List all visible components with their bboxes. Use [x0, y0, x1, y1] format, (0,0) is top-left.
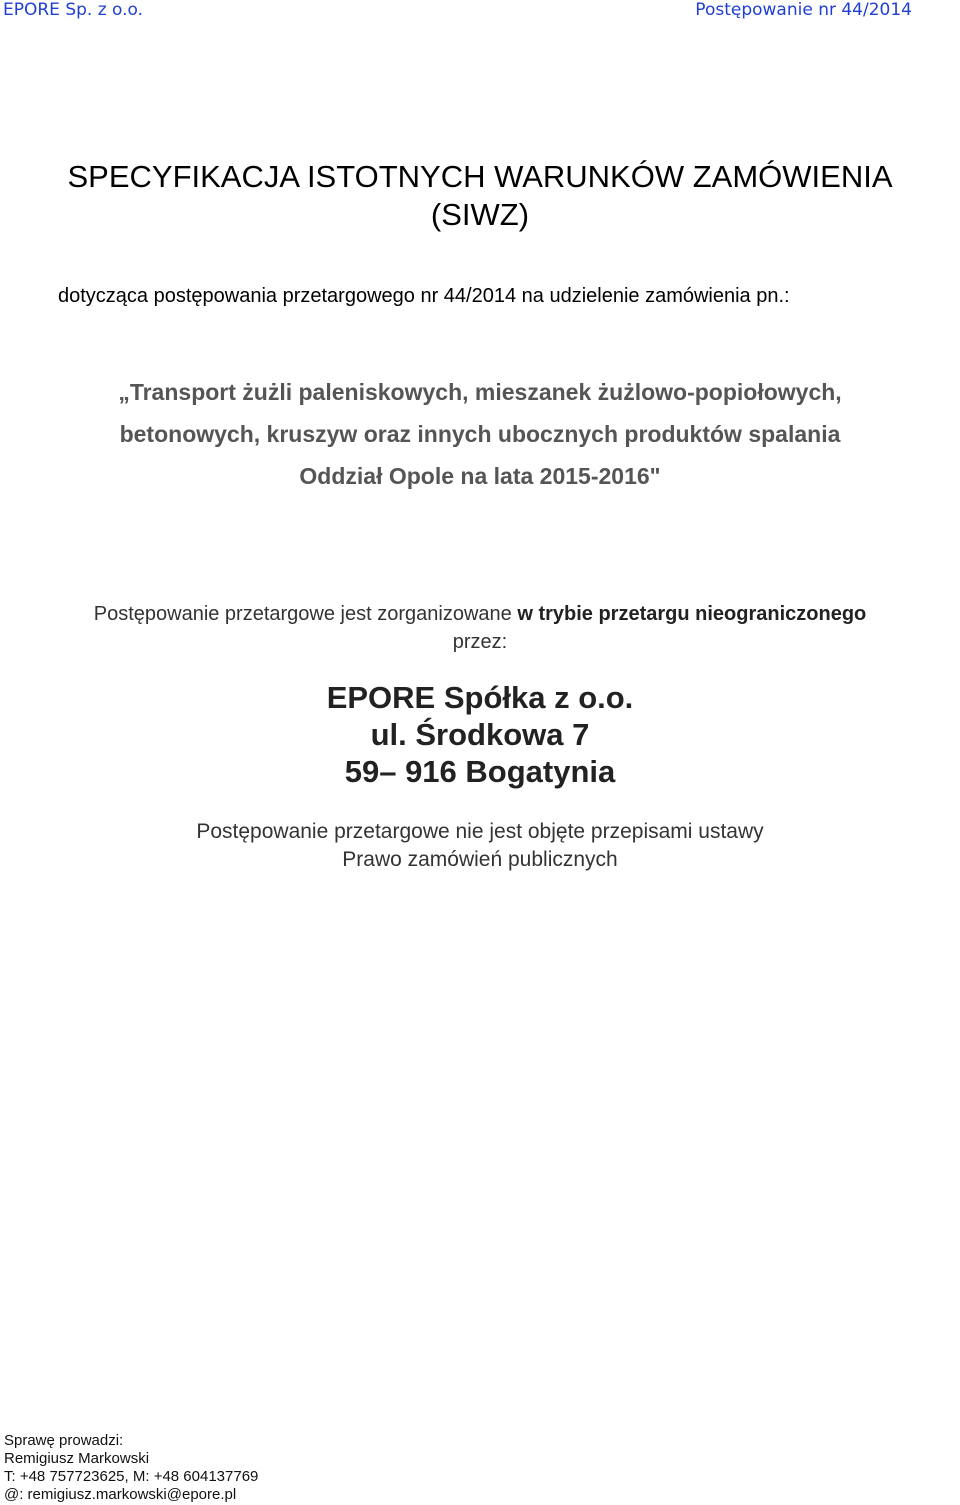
organizer-name: EPORE Spółka z o.o. [326, 680, 634, 715]
footer-phones: T: +48 757723625, M: +48 604137769 [4, 1468, 259, 1485]
organizer-street: ul. Środkowa 7 [370, 717, 590, 752]
law-note-line-1: Postępowanie przetargowe nie jest objęte przepisami ustawy [196, 820, 764, 843]
subject-line-2: betonowych, kruszyw oraz innych ubocznych produktów spalania [119, 421, 841, 447]
subject-line-3: Oddział Opole na lata 2015-2016" [299, 463, 661, 489]
procedure-mode: w trybie przetargu nieograniczonego [517, 603, 867, 625]
procedure-description [0, 600, 960, 656]
footer-label: Sprawę prowadzi: [4, 1432, 124, 1449]
procedure-line-1 [0, 600, 960, 628]
organizer-address [0, 679, 960, 790]
contact-footer [4, 1432, 258, 1504]
subject-line-1: „Transport żużli paleniskowych, mieszanek żużlowo-popiołowych, [118, 379, 842, 405]
tender-subject [0, 371, 960, 497]
title-line-2: (SIWZ) [430, 197, 530, 232]
document-subtitle: dotycząca postępowania przetargowego nr 44/2014 na udzielenie zamówienia pn.: [58, 285, 790, 307]
law-note-line-2: Prawo zamówień publicznych [342, 848, 618, 871]
procedure-line-2: przez: [452, 631, 508, 653]
header-procedure-number: Postępowanie nr 44/2014 [695, 0, 912, 20]
footer-contact-name: Remigiusz Markowski [4, 1450, 150, 1467]
footer-email: @: remigiusz.markowski@epore.pl [4, 1486, 237, 1503]
law-note [0, 818, 960, 874]
procedure-text: Postępowanie przetargowe jest zorganizowane [93, 603, 518, 625]
organizer-city: 59– 916 Bogatynia [344, 754, 616, 789]
document-title [0, 158, 960, 234]
title-line-1: SPECYFIKACJA ISTOTNYCH WARUNKÓW ZAMÓWIENIA [67, 159, 893, 194]
header-company: EPORE Sp. z o.o. [3, 0, 144, 20]
